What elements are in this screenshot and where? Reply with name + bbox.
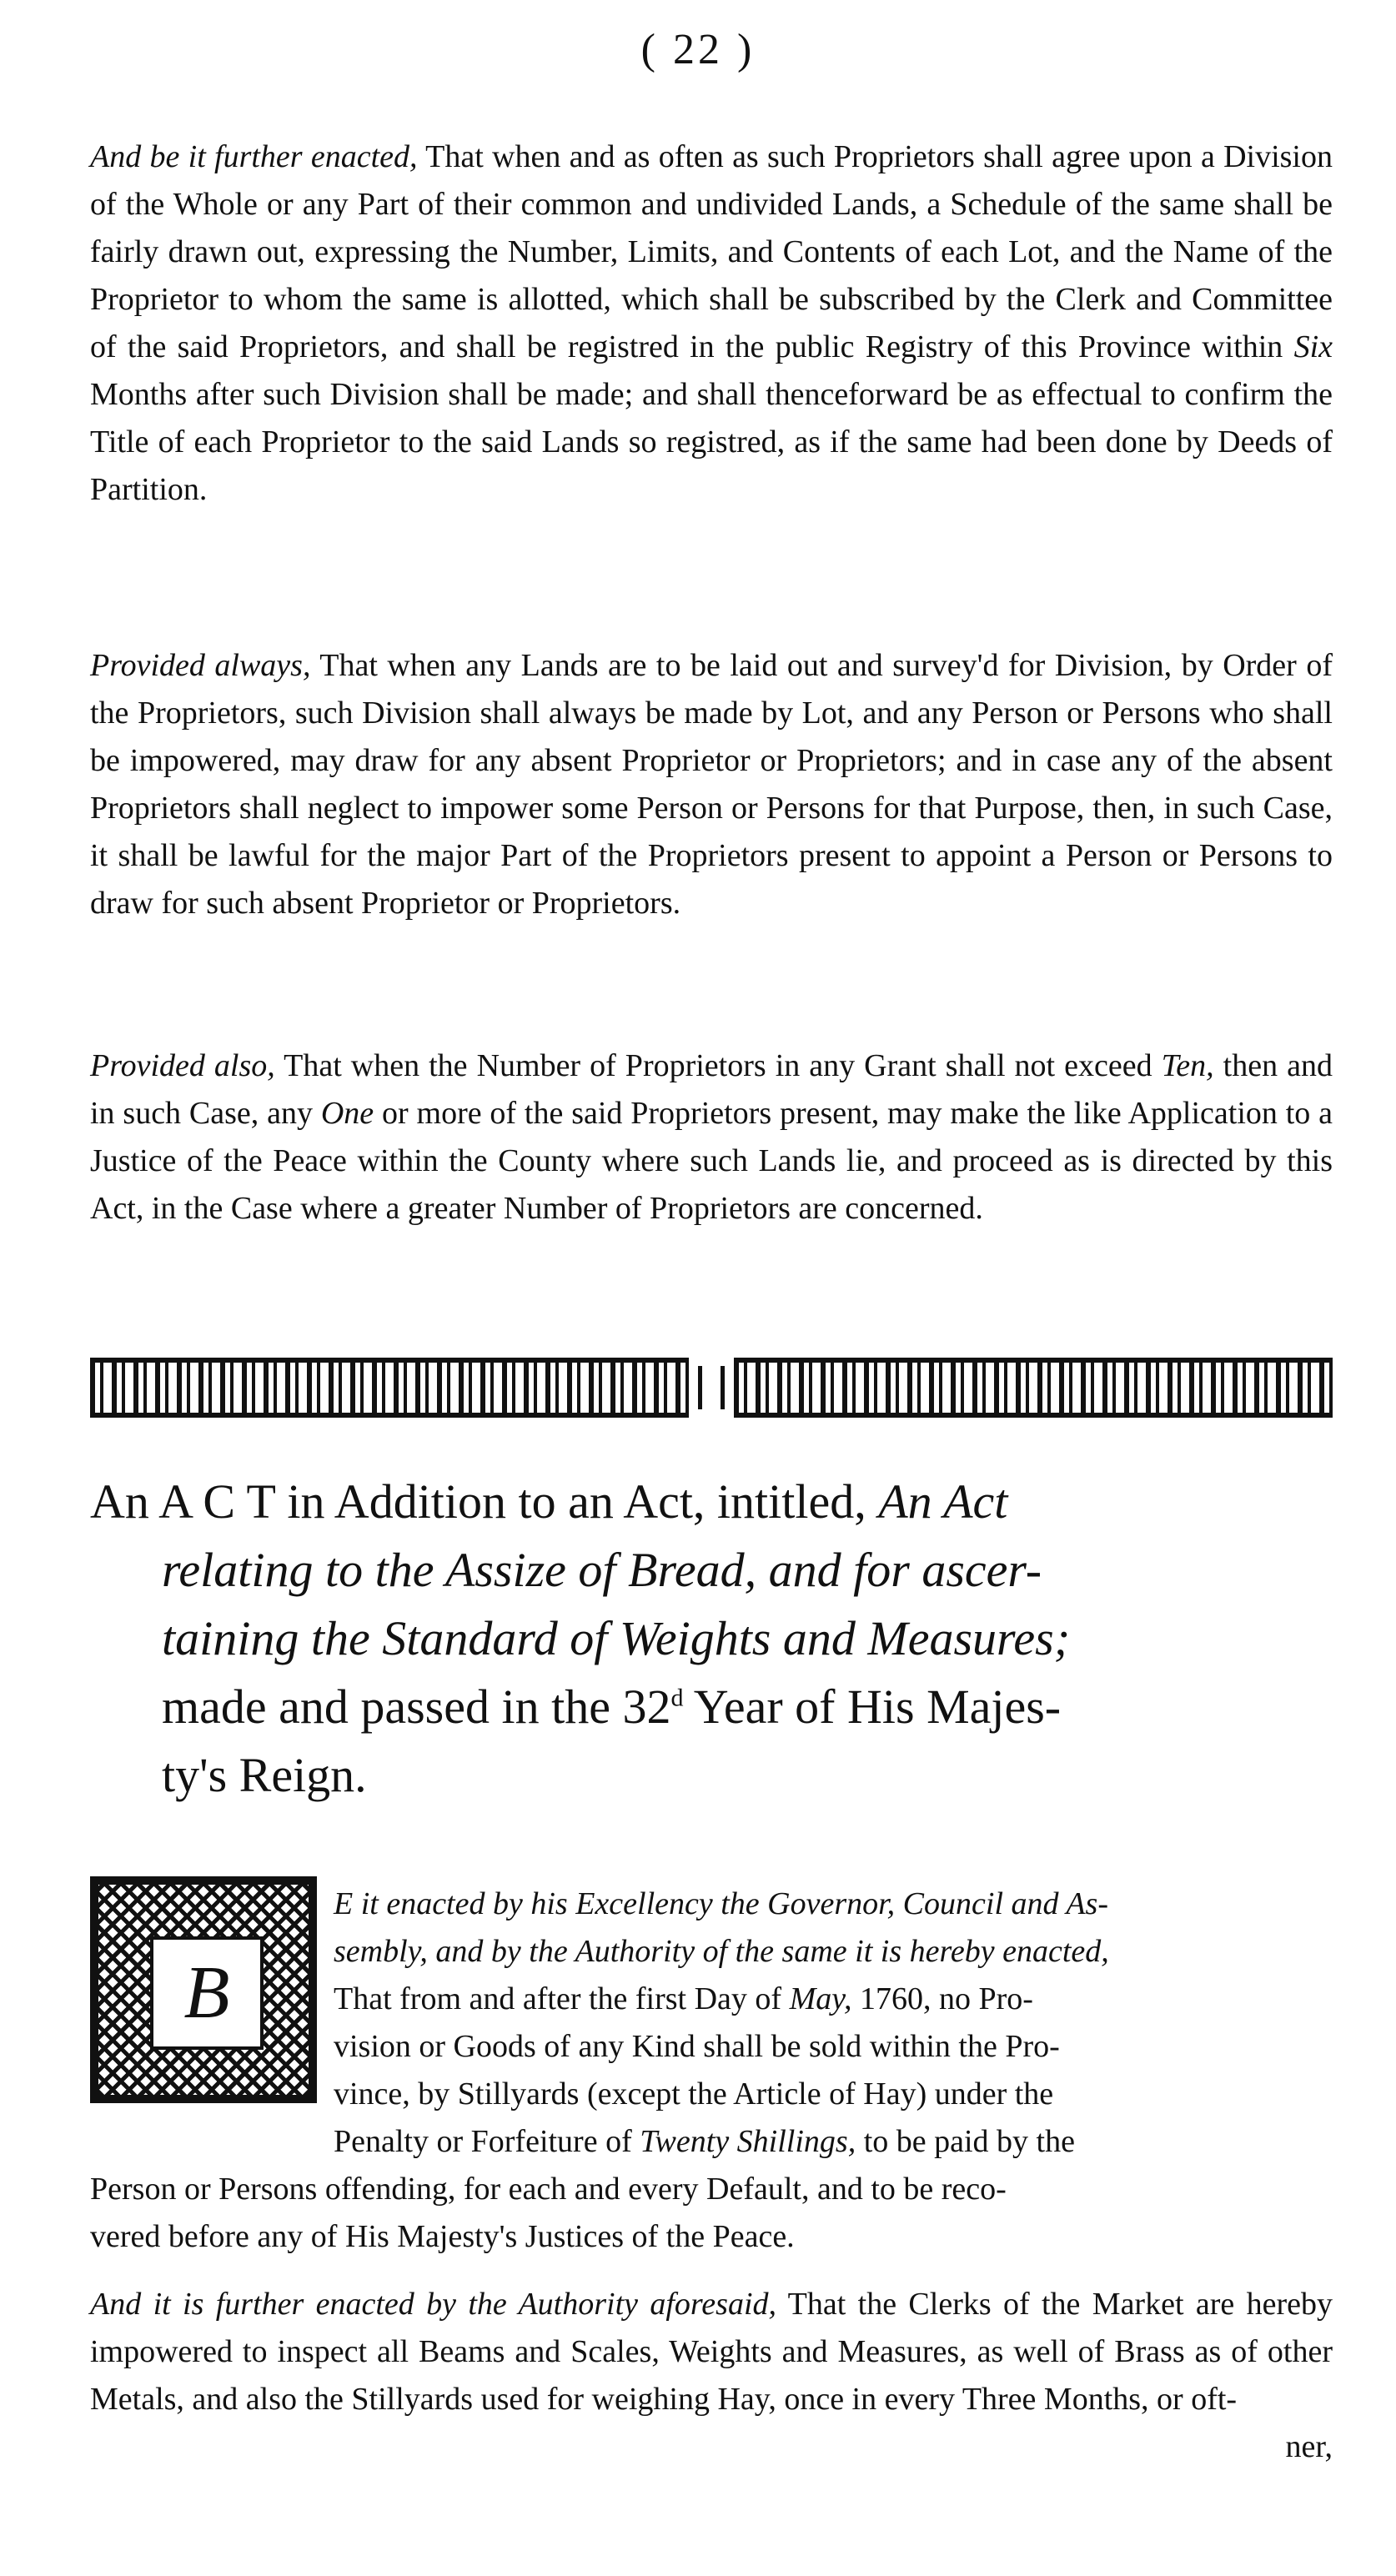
- italic-term: Twenty Shillings,: [640, 2124, 856, 2159]
- text-line: vered before any of His Majesty's Justices of the Peace.: [90, 2219, 795, 2254]
- act-title-italic: taining the Standard of Weights and Measures;: [162, 1611, 1071, 1665]
- clause-text: then and in such Case, any: [90, 1048, 1333, 1131]
- text-line: vince, by Stillyards (except the Article of Hay) under the: [334, 2076, 1054, 2112]
- text-line: [90, 1881, 1333, 1928]
- plain-text: 1760, no Pro-: [851, 1981, 1033, 2016]
- paragraph-provided-also: [90, 1042, 1333, 1233]
- plain-text: That from and after the first Day of: [334, 1981, 790, 2016]
- italic-term: Six: [1293, 329, 1333, 364]
- ornamental-divider: [90, 1358, 1333, 1418]
- act-title-line-1: [90, 1468, 1341, 1536]
- clause-text: That when and as often as such Proprietors shall agree upon a Division of the Whole or any Part of their common and undivided Lands, a Schedule of the same shall be fairly drawn out, expressing the Number, Limits, and Contents of each Lot, and the Name of the Proprietor to whom the same is allotted, which shall be subscribed by the Clerk and Committee of the said Proprietors, and shall be registred in the public Registry of this Province within: [90, 139, 1333, 364]
- italic-text: E it enacted by his Excellency the Governor, Council and As-: [334, 1886, 1108, 1921]
- ornament-center-bars: [698, 1366, 725, 1409]
- text-line: [90, 1928, 1333, 1976]
- text-line: [90, 2118, 1333, 2166]
- ordinal-superscript: d: [670, 1684, 684, 1712]
- act-title-text: An A C T in Addition to an Act, intitled,: [90, 1474, 879, 1529]
- act-title-text: ty's Reign.: [162, 1748, 367, 1802]
- act-title: [90, 1468, 1341, 1810]
- act-title-line-3: [90, 1604, 1341, 1673]
- act-title-line-2: [90, 1536, 1341, 1604]
- text-line: [90, 1976, 1333, 2023]
- clause-lead: Provided always,: [90, 648, 311, 683]
- clause-text: or more of the said Proprietors present, may make the like Application to a Justice of the Peace within the County where such Lands lie, and proceed as is directed by this Act, in the Case where a greater Number of Proprietors are concerned.: [90, 1096, 1333, 1226]
- ornament-band-left: [90, 1358, 689, 1418]
- clause-text-tail: Months after such Division shall be made; and shall thenceforward be as effectual to confirm the Title of each Proprietor to the said Lands so registred, as if the same had been done by Deeds of Partition.: [90, 377, 1333, 507]
- clause-text: That the Clerks of the Market are hereby impowered to inspect all Beams and Scales, Weights and Measures, as well of Brass as of other Metals, and also the Stillyards used for weighing Hay, once in every Three Months, or oft-: [90, 2287, 1333, 2417]
- clause-lead: And it is further enacted by the Authority aforesaid,: [90, 2287, 776, 2322]
- paragraph-clerks-of-market: [90, 2281, 1333, 2471]
- text-line: Person or Persons offending, for each and every Default, and to be reco-: [90, 2172, 1007, 2207]
- catchword: ner,: [1285, 2429, 1333, 2464]
- plain-text: to be paid by the: [856, 2124, 1075, 2159]
- initial-letter: B: [150, 1936, 264, 2050]
- italic-text: sembly, and by the Authority of the same it is hereby enacted,: [334, 1934, 1109, 1969]
- act-title-italic: An Act: [878, 1474, 1008, 1529]
- paragraph-enacting-clause: [90, 1881, 1333, 2261]
- italic-term: May,: [789, 1981, 852, 2016]
- clause-lead: And be it further enacted,: [90, 139, 418, 174]
- paragraph-division-schedule: [90, 133, 1333, 514]
- clause-lead: Provided also,: [90, 1048, 275, 1083]
- ornament-band-right: [734, 1358, 1333, 1418]
- act-title-text: made and passed in the 32: [162, 1680, 671, 1734]
- page-number: ( 22 ): [640, 26, 756, 73]
- plain-text: Penalty or Forfeiture of: [334, 2124, 640, 2159]
- paragraph-provided-always: [90, 642, 1333, 927]
- clause-text: That when any Lands are to be laid out and survey'd for Division, by Order of the Proprietors, such Division shall always be made by Lot, and any Person or Persons who shall be impowered, may draw for any absent Proprietor or Proprietors; and in case any of the absent Proprietors shall neglect to impower some Person or Persons for that Purpose, then, in such Case, it shall be lawful for the major Part of the Proprietors present to appoint a Person or Persons to draw for such absent Proprietor or Proprietors.: [90, 648, 1333, 921]
- italic-term: Ten,: [1161, 1048, 1214, 1083]
- clause-text: That when the Number of Proprietors in any Grant shall not exceed: [274, 1048, 1162, 1083]
- act-title-text: Year of His Majes-: [683, 1680, 1062, 1734]
- text-line: vision or Goods of any Kind shall be sold within the Pro-: [334, 2029, 1060, 2064]
- italic-term: One: [320, 1096, 374, 1131]
- act-title-line-4: [90, 1673, 1341, 1741]
- act-title-line-5: [90, 1741, 1341, 1810]
- act-title-italic: relating to the Assize of Bread, and for ascer-: [162, 1543, 1042, 1597]
